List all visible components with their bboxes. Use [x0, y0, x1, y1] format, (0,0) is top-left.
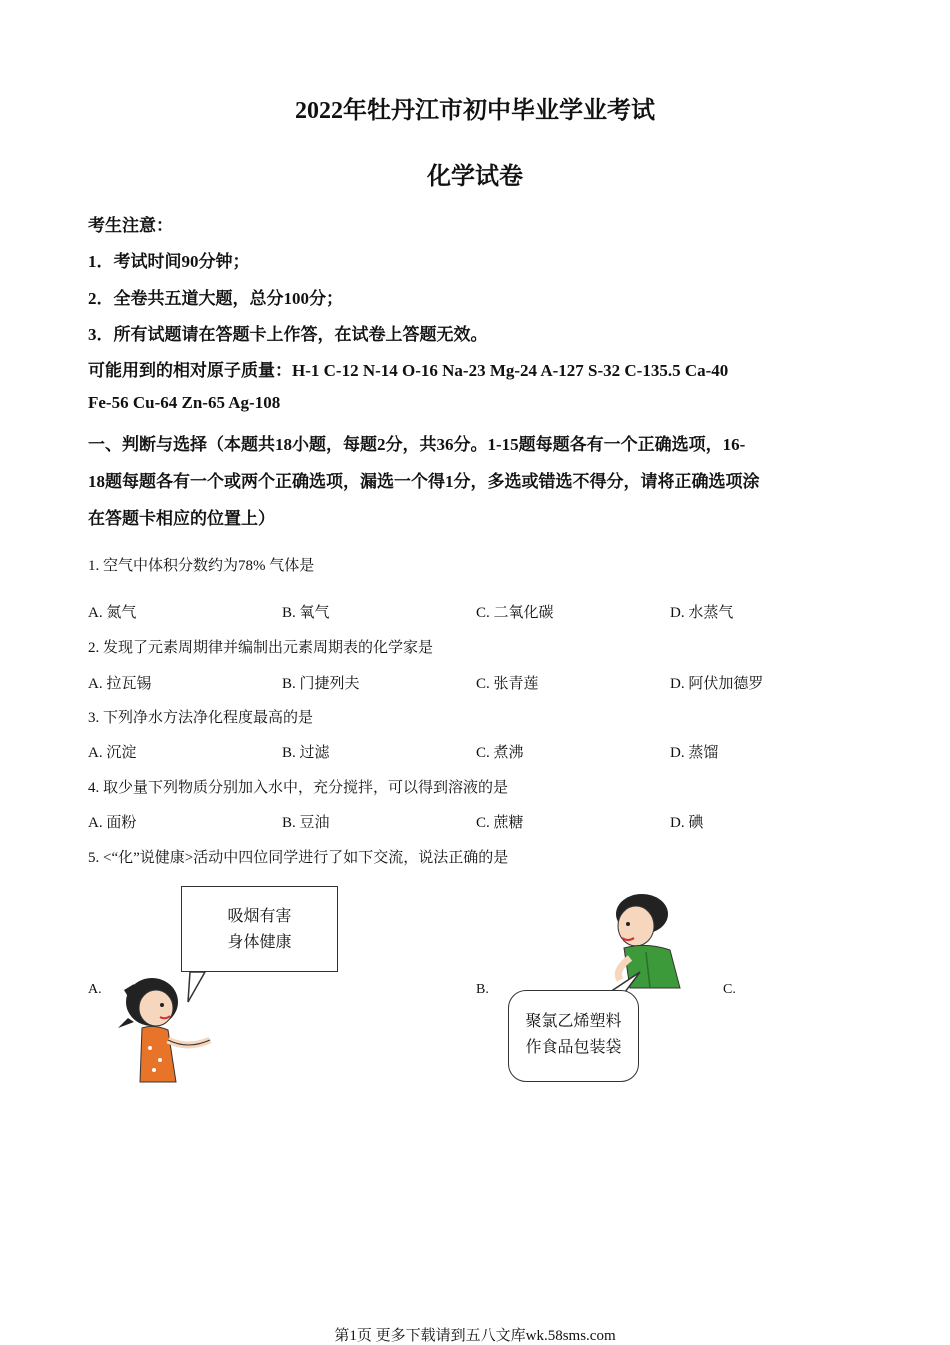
exam-title: 2022年牡丹江市初中毕业学业考试	[295, 98, 655, 124]
bubble-text: 身体健康	[227, 932, 292, 951]
bubble-text: 聚氯乙烯塑料	[525, 1011, 622, 1030]
option-a[interactable]: A. 面粉	[88, 815, 137, 831]
option-d[interactable]: D. 碘	[670, 815, 704, 831]
question-stem: 3. 下列净水方法净化程度最高的是	[88, 710, 314, 726]
option-b[interactable]: B. 氧气	[282, 605, 330, 621]
option-c[interactable]: C. 蔗糖	[476, 815, 524, 831]
question-stem: 4. 取少量下列物质分别加入水中，充分搅拌，可以得到溶液的是	[88, 780, 509, 796]
girl-cartoon-icon	[110, 970, 220, 1090]
section-instruction: 一、判断与选择（本题共18小题，每题2分，共36分。1-15题每题各有一个正确选项，16-	[88, 435, 746, 454]
notice-item: 3．所有试题请在答题卡上作答，在试卷上答题无效。	[88, 325, 488, 344]
notice-item: 1．考试时间90分钟；	[88, 252, 250, 271]
option-b[interactable]: B. 过滤	[282, 745, 330, 761]
option-d[interactable]: D. 蒸馏	[670, 745, 719, 761]
section-instruction: 18题每题各有一个或两个正确选项，漏选一个得1分，多选或错选不得分，请将正确选项涂	[88, 472, 760, 491]
speech-bubble-a	[181, 886, 338, 972]
option-a[interactable]: A. 拉瓦锡	[88, 676, 152, 692]
page-footer: 第1页 更多下载请到五八文库wk.58sms.com	[334, 1328, 616, 1344]
question-stem: 2. 发现了元素周期律并编制出元素周期表的化学家是	[88, 640, 434, 656]
option-a[interactable]: A. 沉淀	[88, 745, 137, 761]
speech-bubble-b	[508, 990, 639, 1082]
exam-subtitle: 化学试卷	[427, 164, 523, 190]
question-stem: 1. 空气中体积分数约为78% 气体是	[88, 558, 315, 574]
option-b[interactable]: B.	[476, 982, 489, 997]
option-a[interactable]: A.	[88, 982, 102, 997]
option-c[interactable]: C. 煮沸	[476, 745, 524, 761]
notice-heading: 考生注意：	[88, 216, 173, 235]
notice-item: 2．全卷共五道大题，总分100分；	[88, 289, 343, 308]
option-c[interactable]: C.	[723, 982, 736, 997]
section-instruction: 在答题卡相应的位置上）	[88, 509, 275, 528]
option-d[interactable]: D. 水蒸气	[670, 605, 734, 621]
bubble-text: 吸烟有害	[227, 906, 292, 925]
atomic-mass-line: Fe-56 Cu-64 Zn-65 Ag-108	[88, 393, 281, 412]
option-b[interactable]: B. 豆油	[282, 815, 330, 831]
option-c[interactable]: C. 二氧化碳	[476, 605, 554, 621]
option-c[interactable]: C. 张青莲	[476, 676, 539, 692]
option-d[interactable]: D. 阿伏加德罗	[670, 676, 764, 692]
bubble-text: 作食品包装袋	[525, 1037, 622, 1056]
option-a[interactable]: A. 氮气	[88, 605, 137, 621]
question-stem: 5. <“化”说健康>活动中四位同学进行了如下交流，说法正确的是	[88, 850, 509, 866]
option-b[interactable]: B. 门捷列夫	[282, 676, 360, 692]
atomic-mass-line: 可能用到的相对原子质量：H-1 C-12 N-14 O-16 Na-23 Mg-24 A-127 S-32 C-135.5 Ca-40	[88, 361, 729, 380]
